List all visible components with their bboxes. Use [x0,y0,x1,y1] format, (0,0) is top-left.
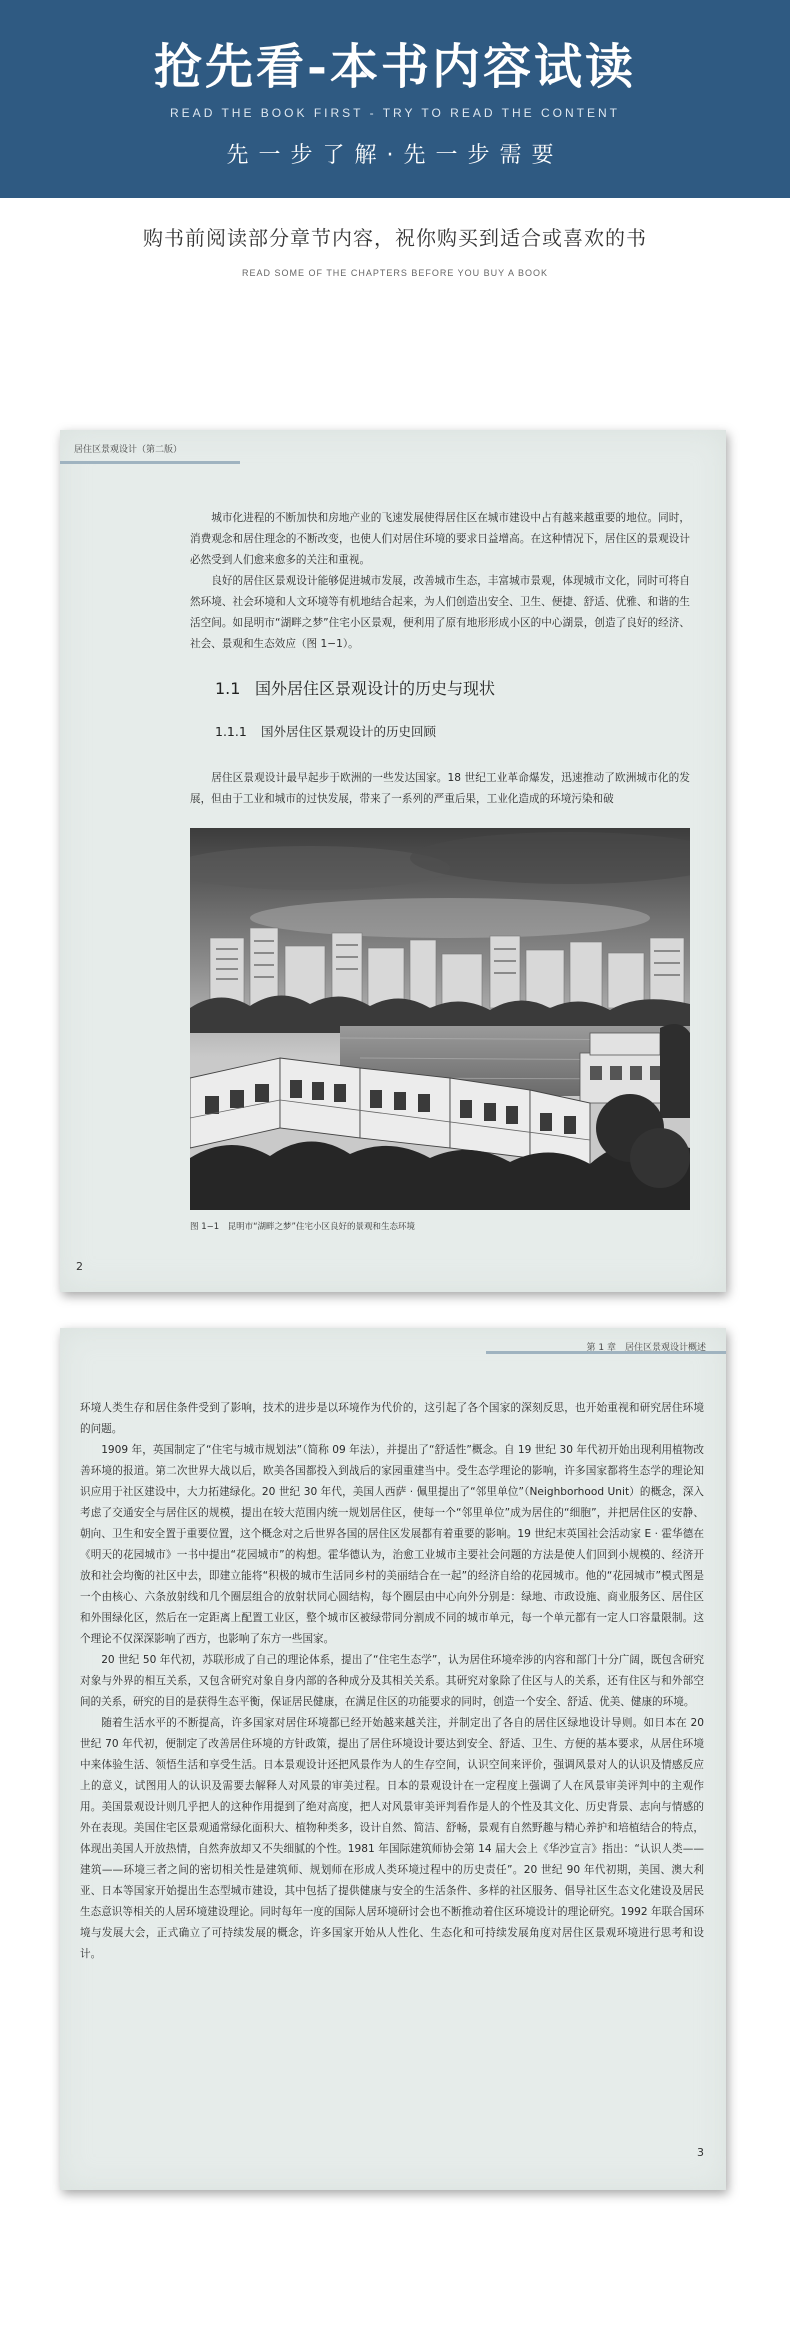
paragraph: 环境人类生存和居住条件受到了影响，技术的进步是以环境作为代价的，这引起了各个国家的深刻反思，也开始重视和研究居住环境的问题。 [80,1402,704,1435]
book-page-2 [60,430,726,1292]
banner-title: 抢先看-本书内容试读 [154,39,636,95]
figure-caption: 图 1−1 昆明市“湖畔之梦”住宅小区良好的景观和生态环境 [190,1222,415,1232]
page-number: 3 [697,2146,704,2159]
subsection-number: 1.1.1 [215,724,247,739]
paragraph: 20 世纪 50 年代初，苏联形成了自己的理论体系，提出了“住宅生态学”，认为居住环境牵涉的内容和部门十分广阔，既包含研究对象与外界的相互关系，又包含研究对象自身内部的各种成分及其相关关系。其研究对象除了住区与人的关系，还有住区与和外部空间的关系，研究的目的是获得生态平衡，保证居民健康，在满足住区的功能要求的同时，创造一个安全、舒适、优美、健康的环境。 [80,1654,704,1708]
running-head: 第 1 章 居住区景观设计概述 [486,1328,726,1354]
banner-subtitle-en: READ THE BOOK FIRST - TRY TO READ THE CONTENT [170,106,620,120]
paragraph: 良好的居住区景观设计能够促进城市发展，改善城市生态，丰富城市景观，体现城市文化，同时可将自然环境、社会环境和人文环境等有机地结合起来，为人们创造出安全、卫生、便捷、舒适、优雅、和谐的生活空间。如昆明市“湖畔之梦”住宅小区景观，便利用了原有地形形成小区的中心湖景，创造了良好的经济、社会、景观和生态效应（图 1−1）。 [190,575,690,650]
intro-text-cn: 购书前阅读部分章节内容，祝你购买到适合或喜欢的书 [143,226,647,250]
paragraph: 城市化进程的不断加快和房地产业的飞速发展使得居住区在城市建设中占有越来越重要的地位。同时，消费观念和居住理念的不断改变，也使人们对居住环境的要求日益增高。在这种情况下，居住区的景观设计必然受到人们愈来愈多的关注和重视。 [190,512,690,566]
section-number: 1.1 [215,679,241,698]
paragraph: 居住区景观设计最早起步于欧洲的一些发达国家。18 世纪工业革命爆发，迅速推动了欧洲城市化的发展，但由于工业和城市的过快发展，带来了一系列的严重后果，工业化造成的环境污染和破 [190,772,690,805]
page-body-text [80,1398,704,1965]
page-body-text [190,508,690,655]
photo-illustration [190,828,690,1210]
subsection-title: 国外居住区景观设计的历史回顾 [261,724,437,739]
intro-text-en: READ SOME OF THE CHAPTERS BEFORE YOU BUY A BOOK [241,268,549,278]
page-body-text [190,768,690,810]
residential-lake-photo [190,828,690,1210]
section-heading [215,676,495,699]
paragraph: 1909 年，英国制定了“住宅与城市规划法”（简称 09 年法），并提出了“舒适性”概念。自 19 世纪 30 年代初开始出现利用植物改善环境的报道。第二次世界大战以后，欧美各国都投入到战后的家园重建当中。受生态学理论的影响，许多国家都将生态学的理论知识应用于社区建设中，大力拓建绿化。20 世纪 30 年代，美国人西萨 · 佩里提出了“邻里单位”（Neighborhood Unit）的概念，深入考虑了交通安全与居住区的规模，提出在较大范围内统一规划居住区，使每一个“邻里单位”成为居住的“细胞”，并把居住区的安静、朝向、卫生和安全置于重要位置，这个概念对之后世界各国的居住区发展都有着重要的影响。19 世纪末英国社会活动家 E · 霍华德在《明天的花园城市》一书中提出“花园城市”的构想。霍华德认为，治愈工业城市主要社会问题的方法是使人们回到小规模的、经济开放和社会均衡的社区中去，即建立能将“积极的城市生活同乡村的美丽结合在一起”的经济自给的花园城市。他的“花园城市”模式图是一个由核心、六条放射线和几个圈层组合的放射状同心圆结构，每个圈层由中心向外分别是：绿地、市政设施、商业服务区、居住区和外围绿化区，然后在一定距离上配置工业区，整个城市区被绿带同分割成不同的城市单元，每一个单元都有一定人口容量限制。这个理论不仅深深影响了西方，也影响了东方一些国家。 [80,1444,704,1645]
book-page-3 [60,1328,726,2190]
header-banner [0,0,790,198]
banner-subtitle-cn: 先一步了解·先一步需要 [226,143,564,168]
subsection-heading [215,722,436,740]
page-number: 2 [76,1260,83,1273]
section-title: 国外居住区景观设计的历史与现状 [255,679,496,698]
paragraph: 随着生活水平的不断提高，许多国家对居住环境都已经开始越来越关注，并制定出了各自的居住区绿地设计导则。如日本在 20 世纪 70 年代初，便制定了改善居住环境的方针政策，提出了居住环境设计要达到安全、舒适、卫生、方便的基本要求，从居住环境中来体验生活、领悟生活和享受生活。日本景观设计还把风景作为人的生存空间，认识空间来评价，强调风景对人的认识及情感反应上的意义，试图用人的认识及需要去解释人对风景的审美过程。日本的景观设计在一定程度上强调了人在风景审美评判中的主观作用。美国景观设计则几乎把人的这种作用提到了绝对高度，把人对风景审美评判看作是人的个性及其文化、历史背景、志向与情感的外在表现。美国住宅区景观通常绿化面积大、植物种类多，设计自然、简洁、舒畅，景观有自然野趣与精心养护和培植结合的特点，体现出美国人开放热情，自然奔放却又不失细腻的个性。1981 年国际建筑师协会第 14 届大会上《华沙宣言》指出：“认识人类——建筑——环境三者之间的密切相关性是建筑师、规划师在形成人类环境过程中的历史责任”。20 世纪 90 年代初期，美国、澳大利亚、日本等国家开始提出生态型城市建设，其中包括了提供健康与安全的生活条件、多样的社区服务、倡导社区生态文化建设及居民生态意识等相关的人居环境建设理论。同时每年一度的国际人居环境研讨会也不断推动着住区环境设计的理论研究。1992 年联合国环境与发展大会，正式确立了可持续发展的概念，许多国家开始从人性化、生态化和可持续发展角度对居住区景观环境进行思考和设计。 [80,1717,704,1960]
running-head: 居住区景观设计（第二版） [60,430,240,464]
